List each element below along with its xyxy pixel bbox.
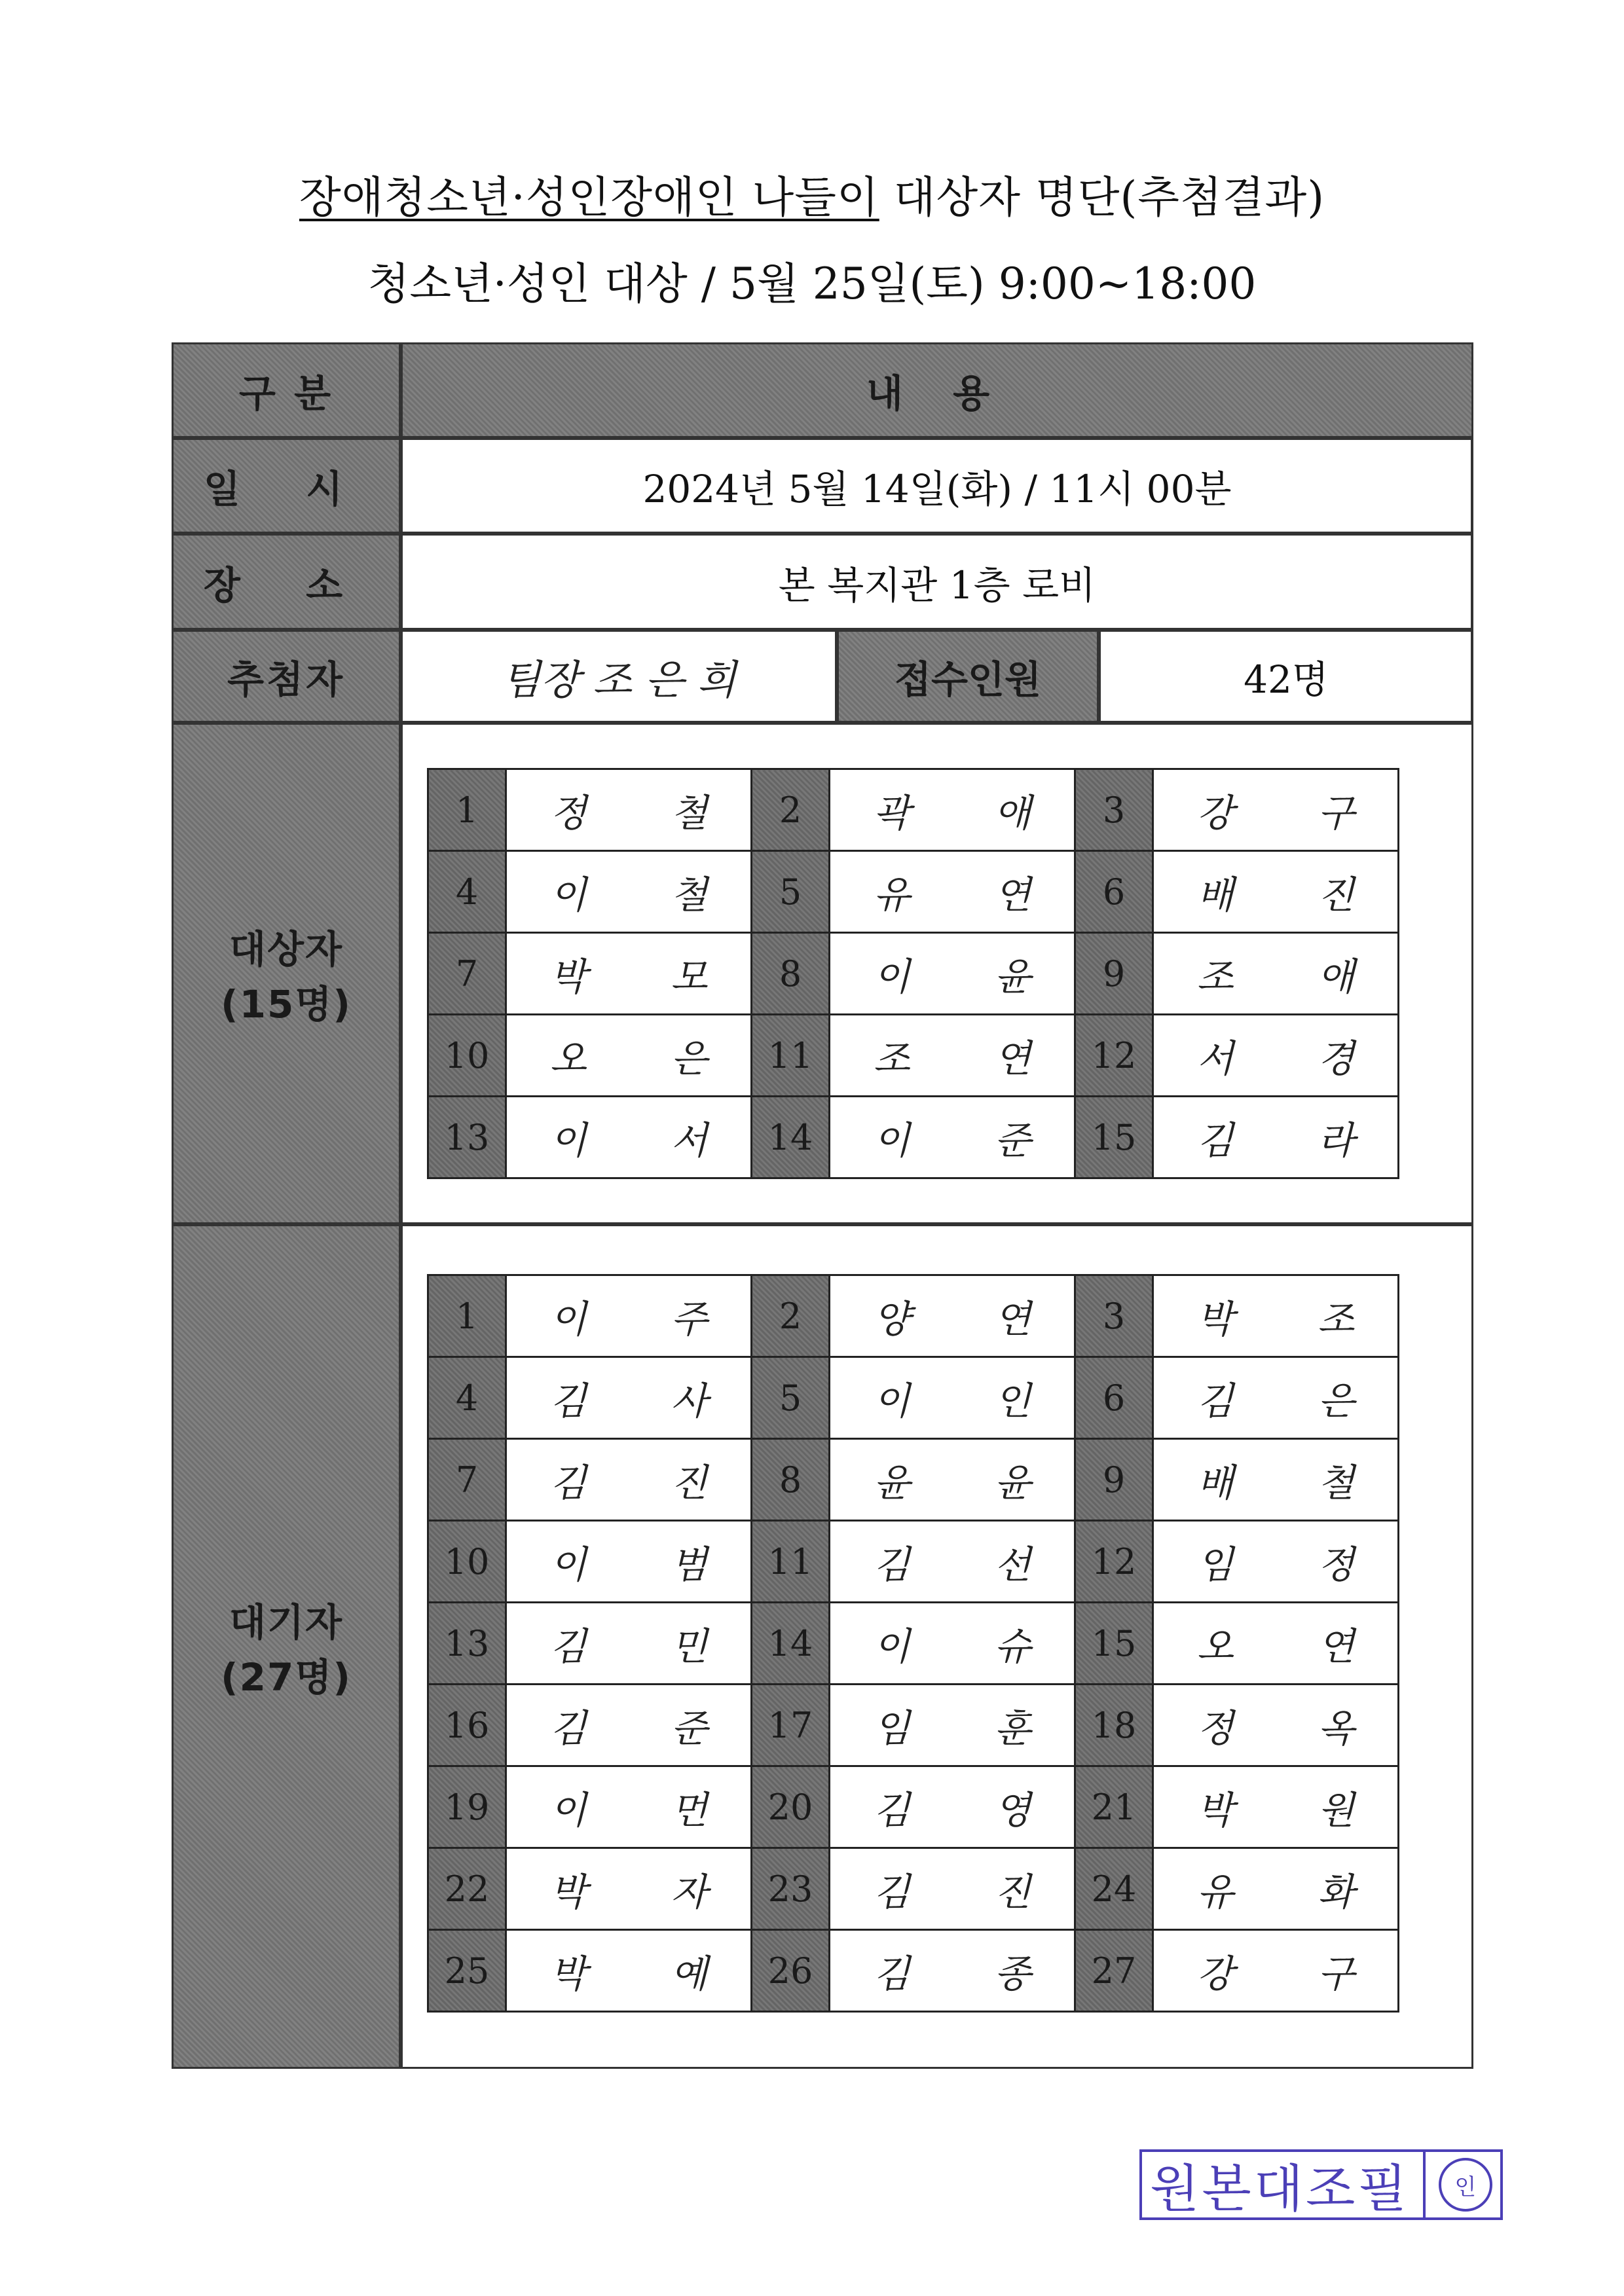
entry-handwritten-name: 이 범	[506, 1521, 752, 1603]
waiting-label-count: (27명)	[221, 1655, 352, 1700]
entry-number: 16	[428, 1685, 506, 1766]
entry-number: 17	[752, 1685, 830, 1766]
entry-number: 12	[1075, 1015, 1153, 1097]
entry-number: 3	[1075, 769, 1153, 851]
table-row	[428, 851, 1399, 933]
entry-handwritten-name: 박 모	[506, 933, 752, 1015]
entry-number: 15	[1075, 1097, 1153, 1178]
stamp-divider	[1423, 2152, 1426, 2217]
entry-handwritten-name: 박 자	[506, 1848, 752, 1930]
entry-number: 6	[1075, 851, 1153, 933]
selected-label-title: 대상자	[229, 927, 344, 972]
entry-handwritten-name: 곽 애	[830, 769, 1075, 851]
title-underlined-part: 장애청소년·성인장애인 나들이	[299, 172, 879, 223]
selected-list-table	[427, 768, 1399, 1179]
entry-handwritten-name: 이 서	[506, 1097, 752, 1178]
table-row	[428, 1097, 1399, 1178]
entry-handwritten-name: 김 영	[830, 1766, 1075, 1848]
entry-number: 22	[428, 1848, 506, 1930]
entry-handwritten-name: 김 종	[830, 1930, 1075, 2012]
entry-handwritten-name: 이 철	[506, 851, 752, 933]
table-row	[428, 1685, 1399, 1766]
table-row	[428, 1015, 1399, 1097]
waiting-list-table	[427, 1274, 1399, 2013]
entry-number: 18	[1075, 1685, 1153, 1766]
date-label: 일 시	[172, 438, 401, 534]
table-row	[428, 769, 1399, 851]
table-row	[428, 933, 1399, 1015]
entry-handwritten-name: 이 먼	[506, 1766, 752, 1848]
table-row	[428, 1603, 1399, 1685]
entry-number: 20	[752, 1766, 830, 1848]
drawer-label: 추첨자	[172, 630, 401, 723]
table-row	[428, 1439, 1399, 1521]
header-label-category: 구 분	[172, 342, 401, 438]
entry-handwritten-name: 유 화	[1153, 1848, 1399, 1930]
received-count-value: 42명	[1099, 630, 1473, 723]
entry-handwritten-name: 임 정	[1153, 1521, 1399, 1603]
entry-number: 25	[428, 1930, 506, 2012]
entry-number: 12	[1075, 1521, 1153, 1603]
entry-number: 13	[428, 1097, 506, 1178]
table-row	[428, 1275, 1399, 1357]
entry-handwritten-name: 박 원	[1153, 1766, 1399, 1848]
date-value: 2024년 5월 14일(화) / 11시 00분	[401, 438, 1473, 534]
entry-handwritten-name: 정 철	[506, 769, 752, 851]
entry-number: 2	[752, 769, 830, 851]
entry-number: 21	[1075, 1766, 1153, 1848]
entry-number: 5	[752, 1357, 830, 1439]
entry-number: 10	[428, 1521, 506, 1603]
entry-number: 1	[428, 769, 506, 851]
table-row	[428, 1930, 1399, 2012]
entry-number: 9	[1075, 933, 1153, 1015]
entry-handwritten-name: 배 철	[1153, 1439, 1399, 1521]
selected-section-label	[172, 723, 401, 1224]
entry-handwritten-name: 이 주	[506, 1275, 752, 1357]
table-row	[428, 1521, 1399, 1603]
entry-handwritten-name: 박 조	[1153, 1275, 1399, 1357]
entry-number: 3	[1075, 1275, 1153, 1357]
entry-handwritten-name: 배 진	[1153, 851, 1399, 933]
entry-handwritten-name: 서 경	[1153, 1015, 1399, 1097]
entry-handwritten-name: 이 슈	[830, 1603, 1075, 1685]
entry-number: 14	[752, 1603, 830, 1685]
entry-handwritten-name: 조 연	[830, 1015, 1075, 1097]
entry-number: 2	[752, 1275, 830, 1357]
entry-number: 5	[752, 851, 830, 933]
entry-number: 11	[752, 1521, 830, 1603]
entry-handwritten-name: 이 윤	[830, 933, 1075, 1015]
certified-copy-stamp	[1139, 2149, 1503, 2220]
entry-number: 14	[752, 1097, 830, 1178]
entry-handwritten-name: 임 훈	[830, 1685, 1075, 1766]
entry-number: 11	[752, 1015, 830, 1097]
document-title	[0, 162, 1624, 225]
entry-handwritten-name: 정 옥	[1153, 1685, 1399, 1766]
entry-number: 7	[428, 1439, 506, 1521]
place-label: 장 소	[172, 534, 401, 630]
entry-number: 26	[752, 1930, 830, 2012]
entry-number: 15	[1075, 1603, 1153, 1685]
entry-number: 7	[428, 933, 506, 1015]
entry-handwritten-name: 김 사	[506, 1357, 752, 1439]
entry-handwritten-name: 김 준	[506, 1685, 752, 1766]
waiting-label-title: 대기자	[229, 1600, 344, 1645]
entry-number: 9	[1075, 1439, 1153, 1521]
drawer-handwritten-name: 팀장 조 은 희	[401, 630, 837, 723]
entry-number: 19	[428, 1766, 506, 1848]
entry-number: 8	[752, 1439, 830, 1521]
waiting-section-label	[172, 1224, 401, 2069]
table-row	[428, 1848, 1399, 1930]
entry-number: 10	[428, 1015, 506, 1097]
table-row	[428, 1766, 1399, 1848]
entry-number: 6	[1075, 1357, 1153, 1439]
entry-number: 1	[428, 1275, 506, 1357]
received-count-label: 접수인원	[837, 630, 1099, 723]
table-row	[428, 1357, 1399, 1439]
entry-handwritten-name: 김 선	[830, 1521, 1075, 1603]
stamp-text: 원본대조필	[1150, 2160, 1410, 2219]
entry-handwritten-name: 김 진	[830, 1848, 1075, 1930]
entry-handwritten-name: 유 연	[830, 851, 1075, 933]
entry-handwritten-name: 강 구	[1153, 769, 1399, 851]
entry-number: 27	[1075, 1930, 1153, 2012]
entry-handwritten-name: 오 연	[1153, 1603, 1399, 1685]
entry-number: 8	[752, 933, 830, 1015]
entry-number: 23	[752, 1848, 830, 1930]
entry-handwritten-name: 김 은	[1153, 1357, 1399, 1439]
entry-number: 4	[428, 1357, 506, 1439]
selected-label-count: (15명)	[221, 982, 352, 1027]
document-subtitle: 청소년·성인 대상 / 5월 25일(토) 9:00~18:00	[367, 259, 1257, 309]
entry-handwritten-name: 김 진	[506, 1439, 752, 1521]
entry-handwritten-name: 박 예	[506, 1930, 752, 2012]
entry-handwritten-name: 김 라	[1153, 1097, 1399, 1178]
entry-handwritten-name: 조 애	[1153, 933, 1399, 1015]
entry-handwritten-name: 이 인	[830, 1357, 1075, 1439]
place-value: 본 복지관 1층 로비	[401, 534, 1473, 630]
title-rest: 대상자 명단(추첨결과)	[893, 172, 1325, 223]
entry-number: 24	[1075, 1848, 1153, 1930]
entry-handwritten-name: 김 민	[506, 1603, 752, 1685]
entry-handwritten-name: 오 은	[506, 1015, 752, 1097]
entry-handwritten-name: 이 준	[830, 1097, 1075, 1178]
header-label-content: 내 용	[401, 342, 1473, 438]
entry-number: 13	[428, 1603, 506, 1685]
entry-handwritten-name: 강 구	[1153, 1930, 1399, 2012]
entry-number: 4	[428, 851, 506, 933]
seal-icon: 인	[1439, 2158, 1492, 2212]
entry-handwritten-name: 윤 윤	[830, 1439, 1075, 1521]
entry-handwritten-name: 양 연	[830, 1275, 1075, 1357]
